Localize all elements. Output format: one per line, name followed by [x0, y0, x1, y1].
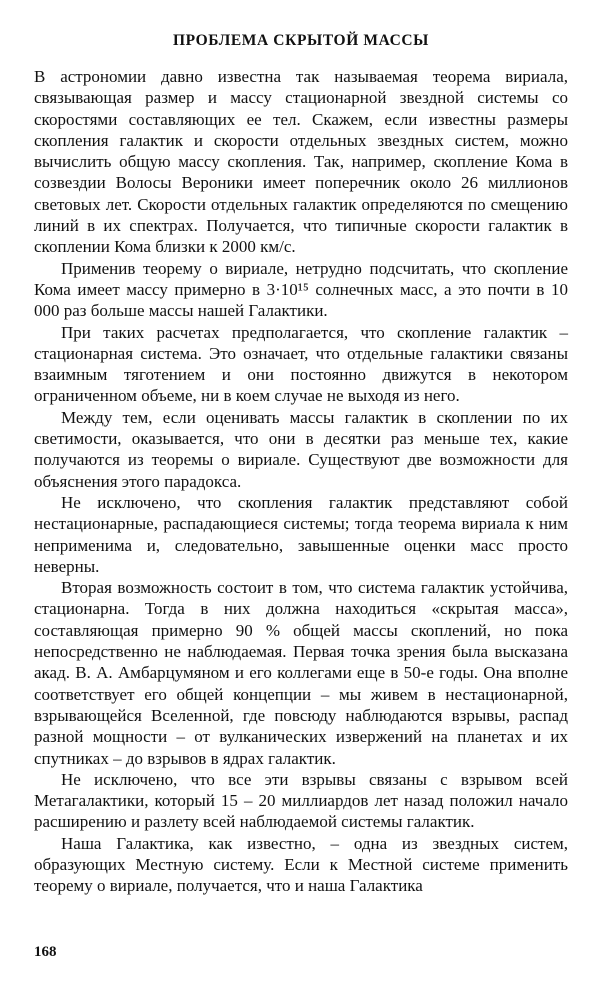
page-title: ПРОБЛЕМА СКРЫТОЙ МАССЫ: [172, 32, 430, 49]
page-body: [34, 66, 568, 897]
paragraph-local-system: Наша Галактика, как известно, – одна из звездных систем, образующих Местную систему. Если к Местной системе применить теорему о вириале, получается, что и наша Галактика: [34, 833, 568, 896]
book-page: [34, 0, 568, 996]
paragraph-nonstationary: Не исключено, что скопления галактик представляют собой нестационарные, распадающиеся системы; тогда теорема вириала к ним неприменима и, следовательно, завышенные оценки масс просто неверны.: [34, 492, 568, 576]
paragraph-luminosity-paradox: Между тем, если оценивать массы галактик в скоплении по их светимости, оказывается, что они в десятки раз меньше тех, какие получаются из теоремы о вириале. Существуют две возможности для объяснения этого парадокса.: [34, 407, 568, 491]
paragraph-hidden-mass: Вторая возможность состоит в том, что система галактик устойчива, стационарна. Тогда в них должна находиться «скрытая масса», составляющая примерно 90 % общей массы скоплений, но пока непосредственно не наблюдаемая. Первая точка зрения была высказана акад. В. А. Амбарцумяном и его коллегами еще в 50-е годы. Она вполне соответствует его общей концепции – мы живем в нестационарной, взрывающейся Вселенной, где повсюду наблюдаются взрывы, распад разной мощности – от вулканических извержений на планетах и их спутниках – до взрывов в ядрах галактик.: [34, 578, 568, 768]
paragraph-stationary-system: При таких расчетах предполагается, что скопление галактик – стационарная система. Это означает, что отдельные галактики связаны взаимным тяготением и они постоянно движутся в некотором ограниченном объеме, ни в коем случае не выходя из него.: [34, 322, 568, 406]
paragraph-virial-theorem: В астрономии давно известна так называемая теорема вириала, связывающая размер и массу стационарной звездной системы со скоростями составляющих ее тел. Скажем, если известны размеры скопления галактик и скорости отдельных звездных систем, можно вычислить общую массу скопления. Так, например, скопление Кома в созвездии Волосы Вероники имеет поперечник около 26 миллионов световых лет. Скорости отдельных галактик определяются по смещению линий в их спектрах. Получается, что типичные скорости галактик в скоплении Кома близки к 2000 км/с.: [34, 67, 568, 257]
paragraph-metagalaxy-explosion: Не исключено, что все эти взрывы связаны с взрывом всей Метагалактики, который 15 – 20 миллиардов лет назад положил начало расширению и разлету всей наблюдаемой системы галактик.: [34, 769, 568, 832]
page-number: 168: [34, 944, 57, 960]
paragraph-coma-mass: Применив теорему о вириале, нетрудно подсчитать, что скопление Кома имеет массу примерно в 3·10¹⁵ солнечных масс, а это почти в 10 000 раз больше массы нашей Галактики.: [34, 258, 568, 321]
